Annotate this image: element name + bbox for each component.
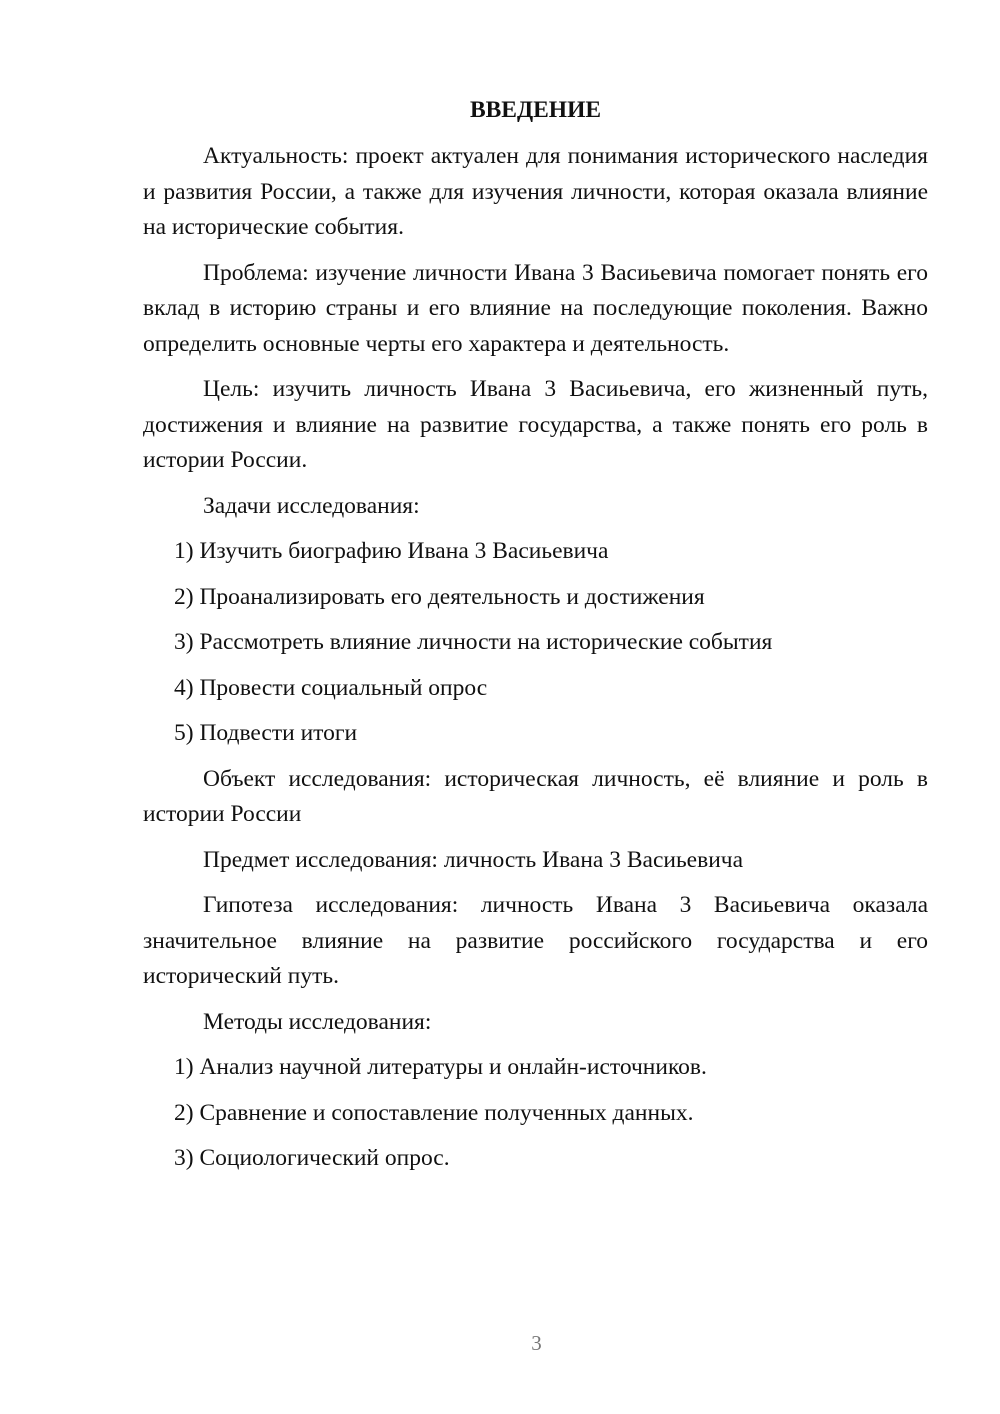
methods-heading: Методы исследования: [203,1008,432,1035]
methods-list [143,1050,928,1177]
list-item: 3) Социологический опрос. [174,1145,450,1171]
page-number: 3 [531,1331,542,1355]
page-title: ВВЕДЕНИЕ [469,97,602,123]
list-item: 1) Анализ научной литературы и онлайн-источников. [174,1054,707,1080]
list-item: 3) Рассмотреть влияние личности на исторические события [174,629,773,655]
subject-paragraph: Предмет исследования: личность Ивана 3 Васиьевича [203,846,744,873]
tasks-heading: Задачи исследования: [203,492,420,519]
hypothesis-paragraph: Гипотеза исследования: личность Ивана 3 Васиьевича оказала значительное влияние на развитие российского государства и его исторический путь. [143,892,928,989]
object-paragraph: Объект исследования: историческая личность, её влияние и роль в истории России [143,765,928,827]
goal-paragraph: Цель: изучить личность Ивана 3 Васиьевича, его жизненный путь, достижения и влияние на развитие государства, а также понять его роль в истории России. [143,376,928,473]
problem-paragraph: Проблема: изучение личности Ивана 3 Васиьевича помогает понять его вклад в историю страны и его влияние на последующие поколения. Важно определить основные черты его характера и деятельность. [143,259,928,357]
list-item: 2) Проанализировать его деятельность и достижения [174,583,705,610]
relevance-paragraph: Актуальность: проект актуален для понимания исторического наследия и развития России, а также для изучения личности, которая оказала влияние на исторические события. [143,143,928,240]
list-item: 1) Изучить биографию Ивана 3 Васиьевича [174,538,609,564]
tasks-list [143,534,928,752]
list-item: 5) Подвести итоги [174,720,358,746]
page-content [143,93,928,1177]
list-item: 4) Провести социальный опрос [174,674,488,701]
list-item: 2) Сравнение и сопоставление полученных данных. [174,1099,694,1126]
